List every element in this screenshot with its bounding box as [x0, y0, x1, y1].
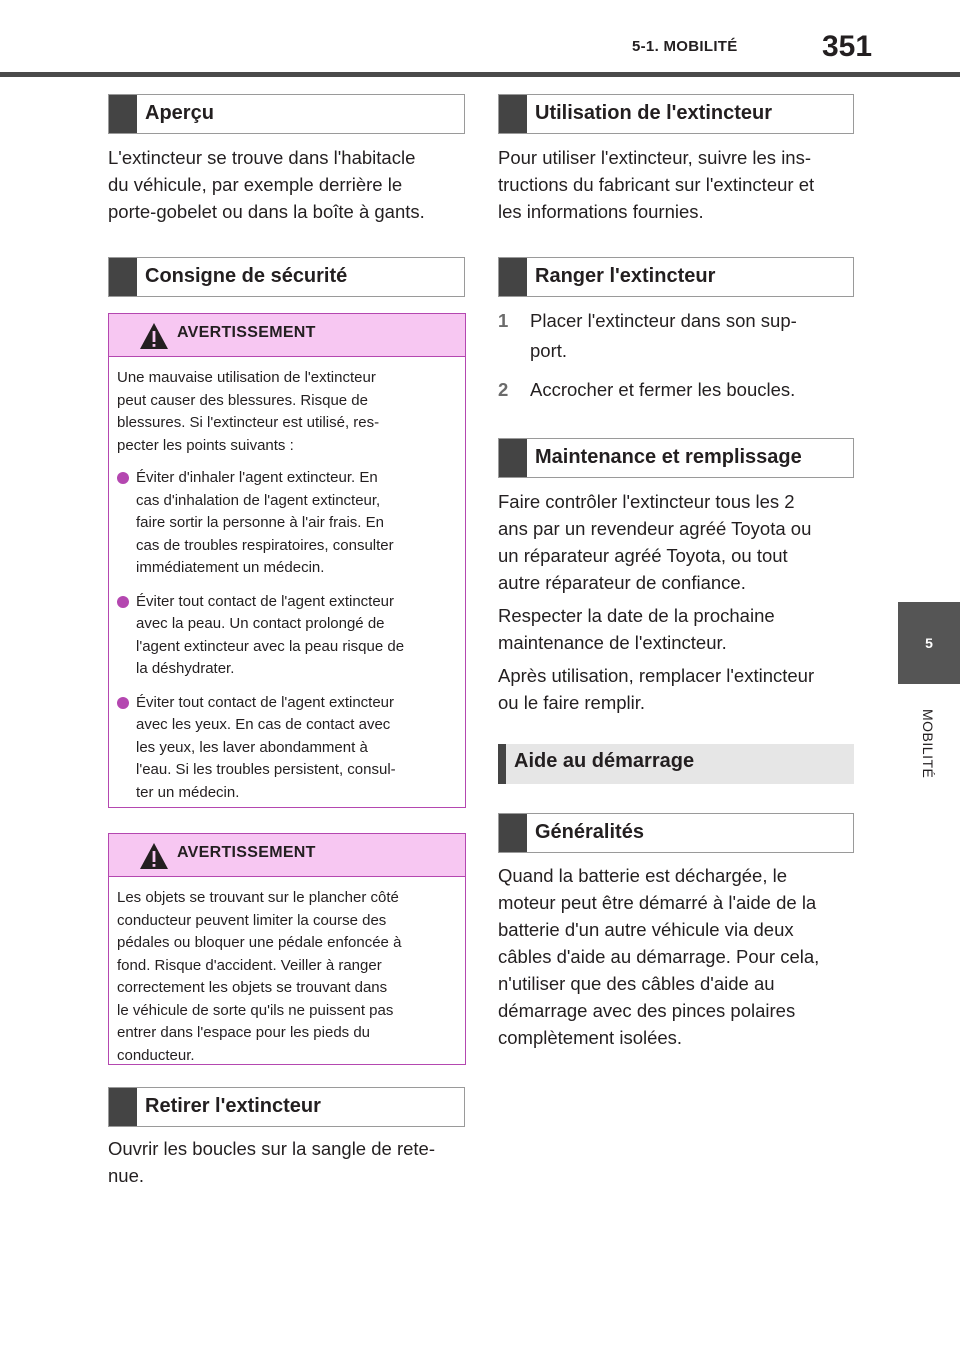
text-line: Placer l'extincteur dans son sup- — [530, 310, 797, 331]
heading-marker — [499, 95, 527, 133]
text-line: démarrage avec des pinces polaires — [498, 1000, 796, 1021]
text-line: les yeux, les laver abondamment à — [136, 738, 368, 756]
text-line: faire sortir la personne à l'air frais. En — [136, 514, 384, 531]
text-line: peut causer des blessures. Risque de — [117, 391, 368, 409]
text-line: conducteur. — [117, 1046, 195, 1064]
step-number: 2 — [498, 379, 509, 400]
text-line: autre réparateur de confiance. — [498, 572, 746, 593]
text-line: nue. — [108, 1165, 145, 1186]
text-line: avec les yeux. En cas de contact avec — [136, 716, 391, 733]
text-line: Faire contrôler l'extincteur tous les 2 — [498, 491, 795, 512]
text-line: moteur peut être démarré à l'aide de la — [498, 892, 817, 913]
warning-intro — [117, 367, 457, 457]
text-line: Ouvrir les boucles sur la sangle de rete- — [108, 1138, 435, 1159]
text-line: du véhicule, par exemple derrière le — [108, 174, 403, 195]
step-2 — [498, 375, 858, 407]
text-line: ans par un revendeur agréé Toyota ou — [498, 518, 812, 539]
warning-content — [109, 357, 465, 804]
text-line: Une mauvaise utilisation de l'extincteur — [117, 369, 376, 386]
chapter-tab[interactable] — [898, 602, 960, 684]
warning-title: AVERTISSEMENT — [177, 844, 316, 861]
warning-box-1 — [108, 313, 466, 808]
heading-text: Utilisation de l'extincteur — [535, 102, 773, 124]
apercu-paragraph — [108, 144, 468, 225]
text-line: fond. Risque d'accident. Veiller à ranger — [117, 956, 382, 974]
heading-text: Généralités — [535, 821, 644, 843]
chapter-label — [897, 696, 959, 791]
chapter-label-text: MOBILITÉ — [920, 708, 936, 779]
text-line: n'utiliser que des câbles d'aide au — [498, 973, 775, 994]
text-line: entrer dans l'espace pour les pieds du — [117, 1024, 371, 1041]
text-line: L'extincteur se trouve dans l'habitacle — [108, 147, 416, 168]
heading-marker — [109, 95, 137, 133]
text-line: Les objets se trouvant sur le plancher côté — [117, 889, 399, 906]
text-line: la déshydrater. — [136, 660, 235, 677]
warning-content — [109, 877, 465, 1067]
generalites-paragraph — [498, 862, 858, 1051]
section-title: 5-1. MOBILITÉ — [632, 38, 738, 55]
text-line: l'agent extincteur avec la peau risque de — [136, 637, 405, 655]
text-line: cas de troubles respiratoires, consulter — [136, 536, 394, 554]
text-line: blessures. Si l'extincteur est utilisé, res- — [117, 414, 380, 431]
text-line: Accrocher et fermer les boucles. — [530, 379, 796, 400]
paragraph — [498, 488, 858, 596]
heading-text: Consigne de sécurité — [145, 265, 348, 287]
text-line: Quand la batterie est déchargée, le — [498, 865, 787, 886]
heading-marker — [109, 1088, 137, 1126]
text-line: porte-gobelet ou dans la boîte à gants. — [108, 201, 425, 222]
text-line: correctement les objets se trouvant dans — [117, 979, 388, 996]
text-line: cas d'inhalation de l'agent extincteur, — [136, 491, 381, 509]
warning-triangle-icon — [139, 322, 169, 350]
text-line: tructions du fabricant sur l'extincteur et — [498, 174, 815, 195]
utilisation-paragraph — [498, 144, 858, 225]
heading-marker — [499, 814, 527, 852]
heading-generalites — [498, 813, 854, 853]
step-text — [530, 306, 840, 366]
text-line: avec la peau. Un contact prolongé de — [136, 615, 385, 632]
heading-text: Aide au démarrage — [514, 750, 695, 772]
bullet-dot-icon — [117, 697, 129, 709]
text-line: immédiatement un médecin. — [136, 559, 325, 576]
step-text — [530, 375, 840, 405]
bullet-dot-icon — [117, 596, 129, 608]
heading-ranger — [498, 257, 854, 297]
warning-bullet — [117, 591, 457, 681]
heading-utilisation — [498, 94, 854, 134]
text-line: batterie d'un autre véhicule via deux — [498, 919, 794, 940]
text-line: Respecter la date de la prochaine — [498, 605, 775, 626]
text-line: Éviter tout contact de l'agent extincteur — [136, 592, 395, 610]
page-number: 351 — [822, 30, 873, 63]
warning-header — [109, 314, 465, 357]
heading-maintenance — [498, 438, 854, 478]
text-line: ter un médecin. — [136, 783, 240, 801]
heading-text: Maintenance et remplissage — [535, 446, 802, 468]
heading-text: Retirer l'extincteur — [145, 1095, 321, 1117]
heading-text: Aperçu — [145, 102, 214, 124]
step-number: 1 — [498, 310, 509, 331]
heading-text: Ranger l'extincteur — [535, 265, 716, 287]
text-line: pecter les points suivants : — [117, 436, 294, 454]
heading-marker — [498, 744, 506, 784]
text-line: maintenance de l'extincteur. — [498, 632, 727, 653]
heading-aide-demarrage — [498, 744, 854, 784]
warning-header — [109, 834, 465, 877]
text-line: Éviter d'inhaler l'agent extincteur. En — [136, 469, 378, 486]
heading-marker — [499, 439, 527, 477]
bullet-dot-icon — [117, 472, 129, 484]
heading-marker — [109, 258, 137, 296]
text-line: Pour utiliser l'extincteur, suivre les ins- — [498, 147, 812, 168]
text-line: Après utilisation, remplacer l'extincteur — [498, 665, 815, 686]
paragraph — [498, 602, 858, 656]
text-line: câbles d'aide au démarrage. Pour cela, — [498, 946, 820, 967]
warning-box-2 — [108, 833, 466, 1065]
warning-bullet — [117, 692, 457, 805]
text-line: port. — [530, 340, 568, 361]
header-divider — [0, 72, 960, 77]
warning-triangle-icon — [139, 842, 169, 870]
text-line: complètement isolées. — [498, 1027, 683, 1048]
heading-apercu — [108, 94, 465, 134]
warning-title: AVERTISSEMENT — [177, 324, 316, 341]
heading-consigne — [108, 257, 465, 297]
text-line: un réparateur agréé Toyota, ou tout — [498, 545, 788, 566]
chapter-number: 5 — [925, 635, 933, 651]
paragraph — [498, 662, 858, 716]
retirer-paragraph — [108, 1135, 468, 1189]
heading-retirer — [108, 1087, 465, 1127]
warning-bullet — [117, 467, 457, 580]
text-line: conducteur peuvent limiter la course des — [117, 911, 387, 929]
text-line: Éviter tout contact de l'agent extincteur — [136, 693, 395, 711]
text-line: pédales ou bloquer une pédale enfoncée à — [117, 934, 402, 951]
text-line: les informations fournies. — [498, 201, 704, 222]
step-1 — [498, 306, 858, 368]
text-line: l'eau. Si les troubles persistent, consul- — [136, 761, 396, 778]
maintenance-paragraphs — [498, 488, 858, 722]
heading-marker — [499, 258, 527, 296]
text-line: le véhicule de sorte qu'ils ne puissent pas — [117, 1001, 394, 1019]
text-line: ou le faire remplir. — [498, 692, 646, 713]
